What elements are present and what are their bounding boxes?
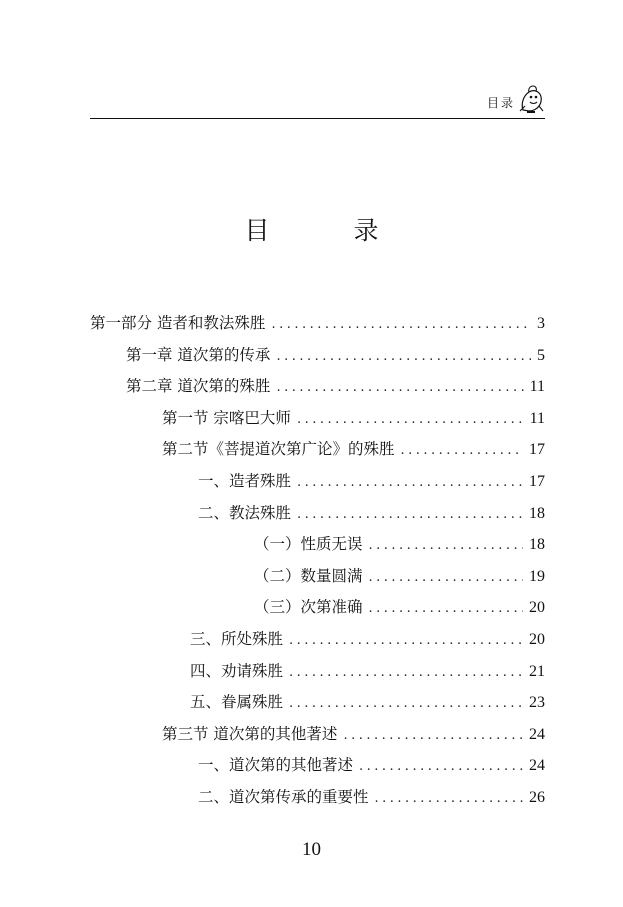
toc-entry-page: 18 bbox=[529, 504, 545, 522]
toc-entry bbox=[0, 750, 623, 782]
toc-entry bbox=[0, 656, 623, 688]
toc-entry bbox=[0, 687, 623, 719]
toc-dot-leader bbox=[297, 404, 524, 436]
toc-dot-leader bbox=[297, 499, 523, 531]
toc-dot-leader bbox=[276, 341, 531, 373]
toc-entry-label: 一、道次第的其他著述 bbox=[198, 756, 354, 775]
toc-entry-page: 17 bbox=[529, 472, 545, 490]
running-header bbox=[90, 84, 545, 119]
toc-entry bbox=[0, 340, 623, 372]
toc-entry-label: （二）数量圆满 bbox=[254, 566, 363, 585]
toc-entry-label: 第一节 宗喀巴大师 bbox=[162, 408, 291, 427]
toc-entry-label: 第三节 道次第的其他著述 bbox=[162, 724, 338, 743]
toc-entry-page: 19 bbox=[529, 567, 545, 585]
toc-entry-label: （三）次第准确 bbox=[254, 598, 363, 617]
toc-entry bbox=[0, 371, 623, 403]
toc-entry-label: 二、道次第传承的重要性 bbox=[198, 787, 369, 806]
toc-dot-leader bbox=[369, 530, 523, 562]
toc-entry-page: 11 bbox=[529, 378, 545, 396]
toc-entry-page: 18 bbox=[529, 536, 545, 554]
toc-entry-label: 第一部分 造者和教法殊胜 bbox=[90, 314, 266, 332]
toc-entry bbox=[0, 592, 623, 624]
toc-entry-page: 21 bbox=[529, 662, 545, 680]
toc-entry bbox=[0, 529, 623, 561]
toc-entry-label: 一、造者殊胜 bbox=[198, 471, 292, 490]
toc-entry-label: 五、眷属殊胜 bbox=[190, 693, 284, 712]
toc-dot-leader bbox=[375, 783, 523, 815]
toc-entry bbox=[0, 561, 623, 593]
toc-entry bbox=[0, 719, 623, 751]
toc-entry-label: 二、教法殊胜 bbox=[198, 503, 292, 522]
decorative-figure-icon bbox=[517, 84, 545, 114]
toc-entry-page: 17 bbox=[529, 441, 545, 459]
toc-entry bbox=[0, 403, 623, 435]
toc-entry-page: 5 bbox=[537, 346, 545, 364]
toc-entry-page: 24 bbox=[529, 725, 545, 743]
toc-entry bbox=[0, 466, 623, 498]
toc-entry-page: 26 bbox=[529, 788, 545, 806]
toc-dot-leader bbox=[271, 309, 531, 341]
toc-entry-label: 四、劝请殊胜 bbox=[190, 661, 284, 680]
toc-entry bbox=[0, 782, 623, 814]
toc-entry-page: 20 bbox=[529, 630, 545, 648]
running-title: 目录 bbox=[486, 96, 515, 110]
toc-entry bbox=[0, 624, 623, 656]
toc-entry bbox=[0, 498, 623, 530]
toc-entry-page: 20 bbox=[529, 599, 545, 617]
toc-dot-leader bbox=[369, 562, 523, 594]
toc-dot-leader bbox=[369, 593, 523, 625]
toc-dot-leader bbox=[343, 720, 523, 752]
page-number: 10 bbox=[302, 839, 321, 860]
toc-entry-label: （一）性质无误 bbox=[254, 535, 363, 554]
toc-dot-leader bbox=[276, 372, 523, 404]
toc-entry-page: 11 bbox=[529, 409, 545, 427]
toc-entry-page: 23 bbox=[529, 694, 545, 712]
toc-entry-label: 三、所处殊胜 bbox=[190, 629, 284, 648]
toc-dot-leader bbox=[289, 625, 523, 657]
toc-entry bbox=[0, 434, 623, 466]
toc-entry-label: 第一章 道次第的传承 bbox=[126, 345, 271, 364]
toc-dot-leader bbox=[289, 688, 523, 720]
table-of-contents bbox=[0, 308, 623, 814]
toc-entry-label: 第二章 道次第的殊胜 bbox=[126, 377, 271, 396]
toc-dot-leader bbox=[401, 435, 523, 467]
toc-entry-label: 第二节《菩提道次第广论》的殊胜 bbox=[162, 440, 395, 459]
toc-entry bbox=[0, 308, 623, 340]
toc-dot-leader bbox=[289, 657, 523, 689]
toc-entry-page: 24 bbox=[529, 757, 545, 775]
toc-dot-leader bbox=[297, 467, 523, 499]
toc-entry-page: 3 bbox=[537, 315, 545, 332]
toc-dot-leader bbox=[359, 751, 523, 783]
page-title: 目 录 bbox=[244, 216, 417, 245]
